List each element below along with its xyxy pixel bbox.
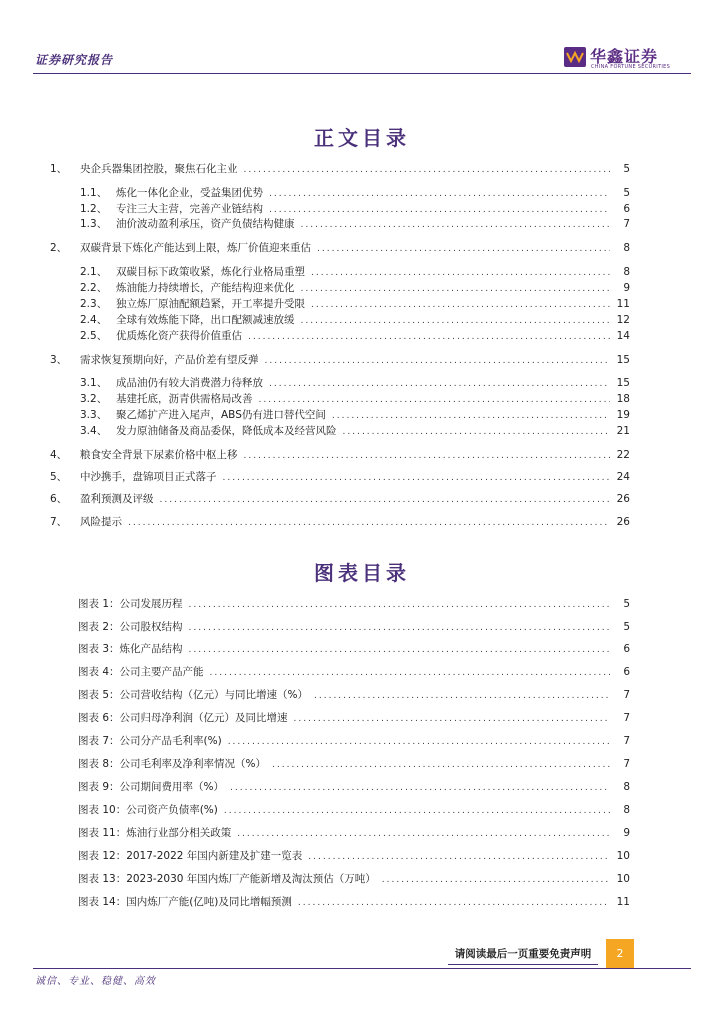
toc-entry-title: 粮食安全背景下尿素价格中枢上移 [80,449,238,461]
toc-entry-title: 成品油仍有较大消费潜力待释放 [116,377,263,389]
figure-leader-dots [382,875,610,885]
toc-entry-number: 2.3、 [80,298,108,310]
toc-section-entry[interactable] [50,240,630,256]
figure-leader-dots [189,645,610,655]
toc-subsection-entry[interactable] [80,185,630,201]
figure-entry-page: 7 [623,689,630,701]
figure-leader-dots [294,714,610,724]
figures-title: 图表目录 [314,561,410,585]
figure-leader-dots [272,760,610,770]
figure-entry-page: 5 [623,621,630,633]
toc-entry-number: 6、 [50,493,68,505]
figure-leader-dots [230,783,610,793]
figure-entry-page: 5 [623,598,630,610]
toc-subsection-entry[interactable] [80,423,630,439]
toc-entry-title: 央企兵器集团控股，聚焦石化主业 [80,163,238,175]
toc-entry-page: 14 [616,330,630,342]
logo-mark-icon [564,47,586,67]
toc-entry-title: 发力原油储备及商品委保，降低成本及经营风险 [116,425,337,437]
toc-leader-dots [244,165,611,175]
toc-entry-title: 全球有效炼能下降，出口配额减速放缓 [116,314,295,326]
figure-entry-page: 7 [623,758,630,770]
toc-entry-page: 22 [616,449,630,461]
figure-entry-label: 图表 5：公司营收结构（亿元）与同比增速（%） [78,689,308,701]
figure-list-entry[interactable] [78,894,630,910]
figure-entry-page: 10 [616,873,630,885]
figure-list-entry[interactable] [78,848,630,864]
toc-entry-page: 6 [623,203,630,215]
toc-leader-dots [317,244,610,254]
figure-leader-dots [314,691,610,701]
figure-list-entry[interactable] [78,641,630,657]
figure-leader-dots [189,600,610,610]
toc-entry-number: 1.1、 [80,187,108,199]
toc-entry-title: 基建托底，沥青供需格局改善 [116,393,253,405]
figure-leader-dots [237,829,610,839]
figure-entry-page: 6 [623,643,630,655]
toc-leader-dots [301,284,611,294]
figure-entry-label: 图表 10：公司资产负债率(%) [78,804,218,816]
toc-leader-dots [269,205,610,215]
toc-entry-number: 2.5、 [80,330,108,342]
toc-subsection-entry[interactable] [80,328,630,344]
toc-entry-title: 中沙携手，盘锦项目正式落子 [80,471,217,483]
toc-entry-number: 3.4、 [80,425,108,437]
toc-entry-number: 3.3、 [80,409,108,421]
toc-entry-number: 7、 [50,516,68,528]
toc-entry-number: 5、 [50,471,68,483]
toc-entry-page: 26 [616,516,630,528]
toc-subsection-entry[interactable] [80,264,630,280]
header-divider [33,73,691,74]
toc-entry-title: 油价波动盈利承压，资产负债结构健康 [116,218,295,230]
figure-entry-page: 11 [616,896,630,908]
figure-entry-label: 图表 3：炼化产品结构 [78,643,183,655]
toc-entry-page: 12 [616,314,630,326]
toc-leader-dots [128,518,610,528]
toc-leader-dots [332,411,610,421]
toc-leader-dots [311,268,610,278]
toc-leader-dots [160,495,611,505]
toc-subsection-entry[interactable] [80,216,630,232]
toc-entry-page: 18 [616,393,630,405]
toc-entry-number: 2、 [50,242,68,254]
figure-list-entry[interactable] [78,802,630,818]
toc-entry-page: 8 [623,266,630,278]
toc-entry-page: 9 [623,282,630,294]
figure-entry-page: 6 [623,666,630,678]
figure-list-entry[interactable] [78,596,630,612]
figure-list-entry[interactable] [78,733,630,749]
toc-entry-title: 盈利预测及评级 [80,493,154,505]
toc-leader-dots [343,427,611,437]
toc-entry-number: 1、 [50,163,68,175]
toc-entry-page: 5 [623,163,630,175]
toc-entry-number: 1.2、 [80,203,108,215]
toc-section-entry[interactable] [50,491,630,507]
toc-entry-page: 26 [616,493,630,505]
toc-subsection-entry[interactable] [80,296,630,312]
figure-entry-label: 图表 13：2023-2030 年国内炼厂产能新增及淘汰预估（万吨） [78,873,376,885]
footer-divider [33,968,691,969]
page-header [0,0,724,76]
toc-entry-page: 24 [616,471,630,483]
toc-section-entry[interactable] [50,469,630,485]
toc-section-entry[interactable] [50,447,630,463]
toc-leader-dots [265,356,611,366]
toc-subsection-entry[interactable] [80,312,630,328]
toc-entry-title: 聚乙烯扩产进入尾声，ABS仍有进口替代空间 [116,409,326,421]
toc-leader-dots [301,220,611,230]
toc-entry-number: 3、 [50,354,68,366]
toc-leader-dots [244,451,611,461]
figure-leader-dots [308,852,610,862]
logo-subtitle: CHINA FORTUNE SECURITIES [591,64,671,70]
toc-subsection-entry[interactable] [80,201,630,217]
figure-list-entry[interactable] [78,710,630,726]
toc-section-entry[interactable] [50,514,630,530]
figure-entry-label: 图表 9：公司期间费用率（%） [78,781,224,793]
page-number-badge: 2 [606,939,634,969]
figure-leader-dots [210,668,610,678]
toc-entry-number: 1.3、 [80,218,108,230]
toc-entry-page: 8 [623,242,630,254]
toc-entry-title: 双碳背景下炼化产能达到上限，炼厂价值迎来重估 [80,242,311,254]
toc-entry-page: 19 [616,409,630,421]
logo-name: 华鑫证券 [590,47,659,66]
figure-entry-label: 图表 2：公司股权结构 [78,621,183,633]
toc-entry-page: 11 [616,298,630,310]
figure-entry-label: 图表 4：公司主要产品产能 [78,666,204,678]
report-type-label: 证券研究报告 [35,53,114,67]
toc-entry-number: 2.4、 [80,314,108,326]
toc-leader-dots [259,395,611,405]
figure-entry-page: 8 [623,804,630,816]
toc-entry-page: 5 [623,187,630,199]
toc-entry-title: 专注三大主营，完善产业链结构 [116,203,263,215]
toc-entry-title: 独立炼厂原油配额趋紧，开工率提升受限 [116,298,305,310]
toc-leader-dots [248,332,610,342]
figure-entry-page: 10 [616,850,630,862]
company-logo [564,44,694,72]
figure-list-entry[interactable] [78,664,630,680]
toc-entry-page: 21 [616,425,630,437]
figure-entry-label: 图表 6：公司归母净利润（亿元）及同比增速 [78,712,288,724]
toc-entry-title: 炼油能力持续增长，产能结构迎来优化 [116,282,295,294]
toc-section-entry[interactable] [50,352,630,368]
toc-subsection-entry[interactable] [80,375,630,391]
figure-list-entry[interactable] [78,756,630,772]
figure-list-entry[interactable] [78,779,630,795]
figure-list-entry[interactable] [78,619,630,635]
toc-leader-dots [311,300,610,310]
figure-leader-dots [189,623,610,633]
toc-entry-page: 7 [623,218,630,230]
figure-leader-dots [224,806,610,816]
toc-section-entry[interactable] [50,161,630,177]
figure-entry-page: 7 [623,735,630,747]
toc-entry-title: 炼化一体化企业，受益集团优势 [116,187,263,199]
toc-entry-page: 15 [616,354,630,366]
figure-entry-page: 8 [623,781,630,793]
toc-leader-dots [269,189,610,199]
toc-subsection-entry[interactable] [80,280,630,296]
figure-leader-dots [228,737,610,747]
toc-entry-number: 3.1、 [80,377,108,389]
figure-list-entry[interactable] [78,687,630,703]
toc-entry-number: 2.2、 [80,282,108,294]
toc-entry-title: 风险提示 [80,516,122,528]
figure-entry-label: 图表 1：公司发展历程 [78,598,183,610]
toc-entry-title: 优质炼化资产获得价值重估 [116,330,242,342]
disclaimer-underline [448,964,598,965]
toc-entry-number: 3.2、 [80,393,108,405]
toc-entry-title: 需求恢复预期向好，产品价差有望反弹 [80,354,259,366]
toc-title: 正文目录 [314,126,410,150]
toc-subsection-entry[interactable] [80,391,630,407]
figure-list-entry[interactable] [78,871,630,887]
toc-subsection-entry[interactable] [80,407,630,423]
toc-entry-number: 2.1、 [80,266,108,278]
disclaimer-note: 请阅读最后一页重要免责声明 [454,948,592,960]
figure-entry-label: 图表 7：公司分产品毛利率(%) [78,735,222,747]
toc-entry-number: 4、 [50,449,68,461]
toc-entry-page: 15 [616,377,630,389]
figure-entry-label: 图表 8：公司毛利率及净利率情况（%） [78,758,266,770]
figure-entry-label: 图表 14：国内炼厂产能(亿吨)及同比增幅预测 [78,896,292,908]
toc-leader-dots [223,473,611,483]
figure-entry-label: 图表 11：炼油行业部分相关政策 [78,827,232,839]
footer-motto: 诚信、专业、稳健、高效 [35,976,156,987]
toc-leader-dots [301,316,611,326]
figure-entry-page: 9 [623,827,630,839]
figure-entry-page: 7 [623,712,630,724]
toc-entry-title: 双碳目标下政策收紧，炼化行业格局重塑 [116,266,305,278]
figure-entry-label: 图表 12：2017-2022 年国内新建及扩建一览表 [78,850,303,862]
toc-leader-dots [269,379,610,389]
figure-list-entry[interactable] [78,825,630,841]
figure-leader-dots [298,898,610,908]
